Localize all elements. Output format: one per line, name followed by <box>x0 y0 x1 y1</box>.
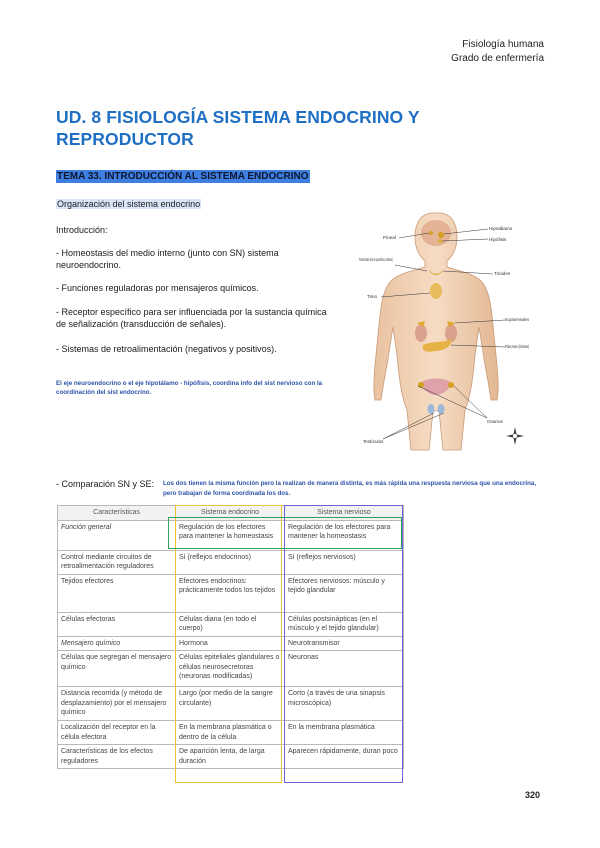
bullet-4: - Sistemas de retroalimentación (negativos y positivos). <box>56 344 277 354</box>
intro-label: Introducción: <box>56 225 108 235</box>
comparison-table <box>57 505 404 769</box>
table-cell: Células epiteliales glandulares o células neurosecretoras (neuronas modificadas) <box>176 651 285 687</box>
table-cell: Aparecen rápidamente, duran poco <box>285 745 404 769</box>
label-hipotalamo: Hipotálamo <box>489 226 513 231</box>
table-cell: Mensajero químico <box>58 636 176 651</box>
table-cell: Sí (reflejos nerviosos) <box>285 550 404 574</box>
table-row <box>58 745 404 769</box>
label-suprarrenal: Suprarrenales <box>505 317 530 322</box>
table-cell: Células que segregan el mensajero químico <box>58 651 176 687</box>
header-degree: Grado de enfermería <box>451 53 544 64</box>
label-pineal: Pineal <box>383 235 396 240</box>
table-row <box>58 574 404 612</box>
table-cell: Hormona <box>176 636 285 651</box>
comparison-note <box>163 479 543 498</box>
table-cell: De aparición lenta, de larga duración <box>176 745 285 769</box>
table-cell: Largo (por medio de la sangre circulante) <box>176 687 285 721</box>
table-row <box>58 687 404 721</box>
table-cell: Corto (a través de una sinapsis microscópica) <box>285 687 404 721</box>
label-pancreas: Páncreas (islotes) <box>505 344 530 349</box>
comparison-label: - Comparación SN y SE: <box>56 479 155 489</box>
label-hipofisis: Hipófisis <box>489 237 507 242</box>
bullet-3: - Receptor específico para ser influenciada por la sustancia química de señalización (transducción de señales). <box>56 307 327 329</box>
table-row <box>58 550 404 574</box>
label-tiroides: Tiroides <box>494 271 511 276</box>
table-cell: Localización del receptor en la célula efectora <box>58 721 176 745</box>
label-pancreas <box>505 344 529 349</box>
table-cell: Función general <box>58 520 176 550</box>
section-heading: Organización del sistema endocrino <box>57 199 201 209</box>
table-cell: Neuronas <box>285 651 404 687</box>
table-cell: Neurotransmisor <box>285 636 404 651</box>
hypothalamus-mark <box>438 232 444 238</box>
table-cell: Células efectoras <box>58 612 176 636</box>
compass-icon <box>506 427 524 445</box>
table-cell: Sí (reflejos endocrinos) <box>176 550 285 574</box>
header-subject: Fisiología humana <box>462 39 544 50</box>
comparison-note-text: Los dos tienen la misma función pero la realizan de manera distinta, es más rápida una respuesta nerviosa que una endocrina, pero trabajan de forma coordinada los dos. <box>163 480 537 497</box>
label-timo: Timo <box>367 294 378 299</box>
label-testiculos: Testículos <box>363 439 384 444</box>
page-number: 320 <box>524 790 540 800</box>
table-header: Características <box>58 506 176 521</box>
testis-left-mark <box>428 404 435 414</box>
bullet-2: - Funciones reguladoras por mensajeros químicos. <box>56 283 259 293</box>
page-header <box>451 38 544 66</box>
table-header: Sistema endocrino <box>176 506 285 521</box>
label-suprarrenal <box>505 317 530 322</box>
table-row <box>58 520 404 550</box>
tema-heading: TEMA 33. INTRODUCCIÓN AL SISTEMA ENDOCRINO <box>57 171 309 182</box>
table-cell: Distancia recorrida (y método de desplazamiento) por el mensajero químico <box>58 687 176 721</box>
thymus-mark <box>430 283 442 299</box>
table-row <box>58 721 404 745</box>
unit-title: UD. 8 FISIOLOGÍA SISTEMA ENDOCRINO Y REPRODUCTOR <box>56 107 420 149</box>
table-cell: Tejidos efectores <box>58 574 176 612</box>
ovary-left-mark <box>418 382 424 388</box>
label-paratiroides: Paratiroides (en la superficie posterior) <box>359 257 394 262</box>
table-cell: Efectores endocrinos: prácticamente todos los tejidos <box>176 574 285 612</box>
table-cell: En la membrana plasmática o dentro de la célula <box>176 721 285 745</box>
endocrine-glands-figure <box>355 205 530 450</box>
table-header-row <box>58 506 404 521</box>
table-cell: Control mediante circuitos de retroalimentación reguladores <box>58 550 176 574</box>
table-cell: Células diana (en todo el cuerpo) <box>176 612 285 636</box>
table-cell: En la membrana plasmática <box>285 721 404 745</box>
table-cell: Características de los efectos reguladores <box>58 745 176 769</box>
table-cell: Regulación de los efectores para mantener la homeostasis <box>285 520 404 550</box>
table-row <box>58 612 404 636</box>
table-cell: Regulación de los efectores para mantener la homeostasis <box>176 520 285 550</box>
testis-right-mark <box>438 404 445 414</box>
table-cell: Células postsinápticas (en el músculo y el tejido glandular) <box>285 612 404 636</box>
label-ovarios: Ovarios <box>487 419 503 424</box>
table-cell: Efectores nerviosos: músculo y tejido glandular <box>285 574 404 612</box>
pineal-mark <box>429 231 433 235</box>
ovary-right-mark <box>448 382 454 388</box>
table-row <box>58 651 404 687</box>
axis-note: El eje neuroendocrino o el eje hipotálamo - hipófisis, coordina info del sist nervioso con la coordinación del sist endocrino. <box>56 380 323 396</box>
pituitary-mark <box>438 239 442 243</box>
table-row <box>58 636 404 651</box>
bullet-1: - Homeostasis del medio interno (junto con SN) sistema neuroendocrino. <box>56 248 279 270</box>
table-header: Sistema nervioso <box>285 506 404 521</box>
label-paratiroides <box>359 257 393 262</box>
